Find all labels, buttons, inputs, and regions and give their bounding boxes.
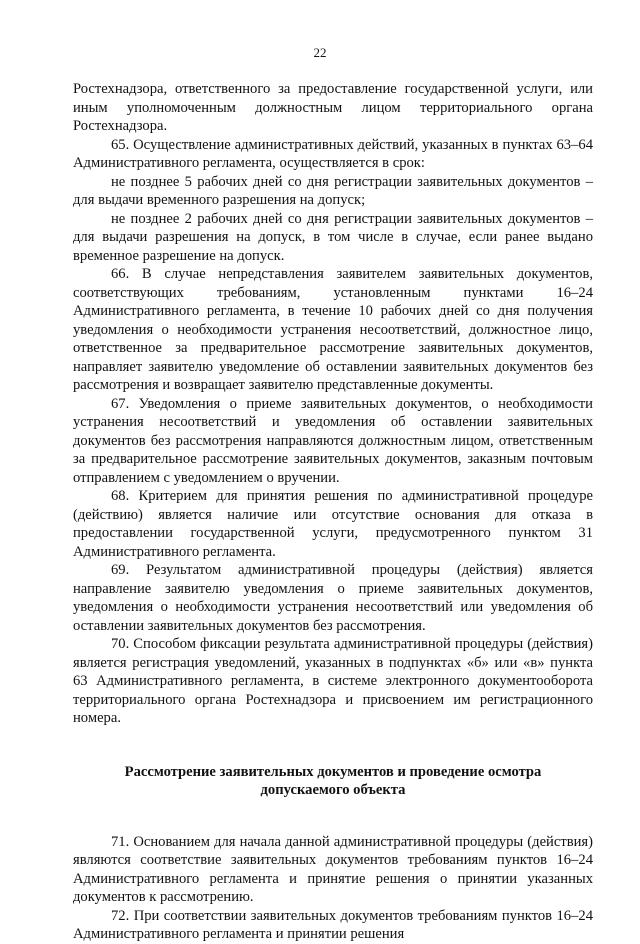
section-heading (73, 763, 593, 800)
paragraph: 72. При соответствии заявительных документов требованиям пунктов 16–24 Административного регламента и принятии решения (73, 907, 593, 942)
paragraph: 68. Критерием для принятия решения по административной процедуре (действию) является наличие или отсутствие основания для отказа в предоставлении государственной услуги, предусмотренного пунктом 31 Административного регламента. (73, 488, 593, 560)
paragraph: 69. Результатом административной процедуры (действия) является направление заявителю уведомления о приеме заявительных документов, уведомления о необходимости устранения несоответствий или уведомления об оставлении заявительных документов без рассмотрения. (73, 562, 593, 634)
paragraph: 70. Способом фиксации результата административной процедуры (действия) является регистрация уведомлений, указанных в подпунктах «б» или «в» пункта 63 Административного регламента, в системе электронного документооборота территориального органа Ростехнадзора и присвоением им регистрационного номера. (73, 636, 593, 726)
paragraph: 67. Уведомления о приеме заявительных документов, о необходимости устранения несоответствий и уведомления об оставлении заявительных документов без рассмотрения направляются должностным лицом, ответственным за предварительное рассмотрение заявительных документов, заказным почтовым отправлением с уведомлением о вручении. (73, 395, 593, 486)
paragraphs-before-heading (73, 80, 593, 728)
paragraph: 65. Осуществление административных действий, указанных в пунктах 63–64 Административного регламента, осуществляется в срок: (73, 136, 593, 171)
paragraph: Ростехнадзора, ответственного за предоставление государственной услуги, или иным уполномоченным должностным лицом территориального органа Ростехнадзора. (73, 81, 593, 134)
paragraph: не позднее 2 рабочих дней со дня регистрации заявительных документов – для выдачи разрешения на допуск, в том числе в случае, если ранее выдано временное разрешение на допуск. (73, 210, 593, 264)
paragraphs-after-heading (73, 833, 593, 944)
section-heading-line-2: допускаемого объекта (260, 782, 406, 798)
document-body (73, 80, 593, 944)
paragraph: не позднее 5 рабочих дней со дня регистрации заявительных документов – для выдачи временного разрешения на допуск; (73, 173, 593, 208)
page-number: 22 (313, 45, 327, 60)
paragraph: 71. Основанием для начала данной административной процедуры (действия) являются соответствие заявительных документов требованиям пунктов 16–24 Административного регламента и принятие решения о принятии указанных документов к рассмотрению. (73, 833, 593, 905)
paragraph: 66. В случае непредставления заявителем заявительных документов, соответствующих требованиям, установленным пунктами 16–24 Административного регламента, в течение 10 рабочих дней со дня получения уведомления о необходимости устранения несоответствий, должностное лицо, ответственное за предварительное рассмотрение заявительных документов, направляет заявителю уведомление об оставлении заявительных документов без рассмотрения и возвращает заявителю представленные документы. (73, 266, 593, 393)
section-heading-line-1: Рассмотрение заявительных документов и проведение осмотра (124, 763, 542, 780)
